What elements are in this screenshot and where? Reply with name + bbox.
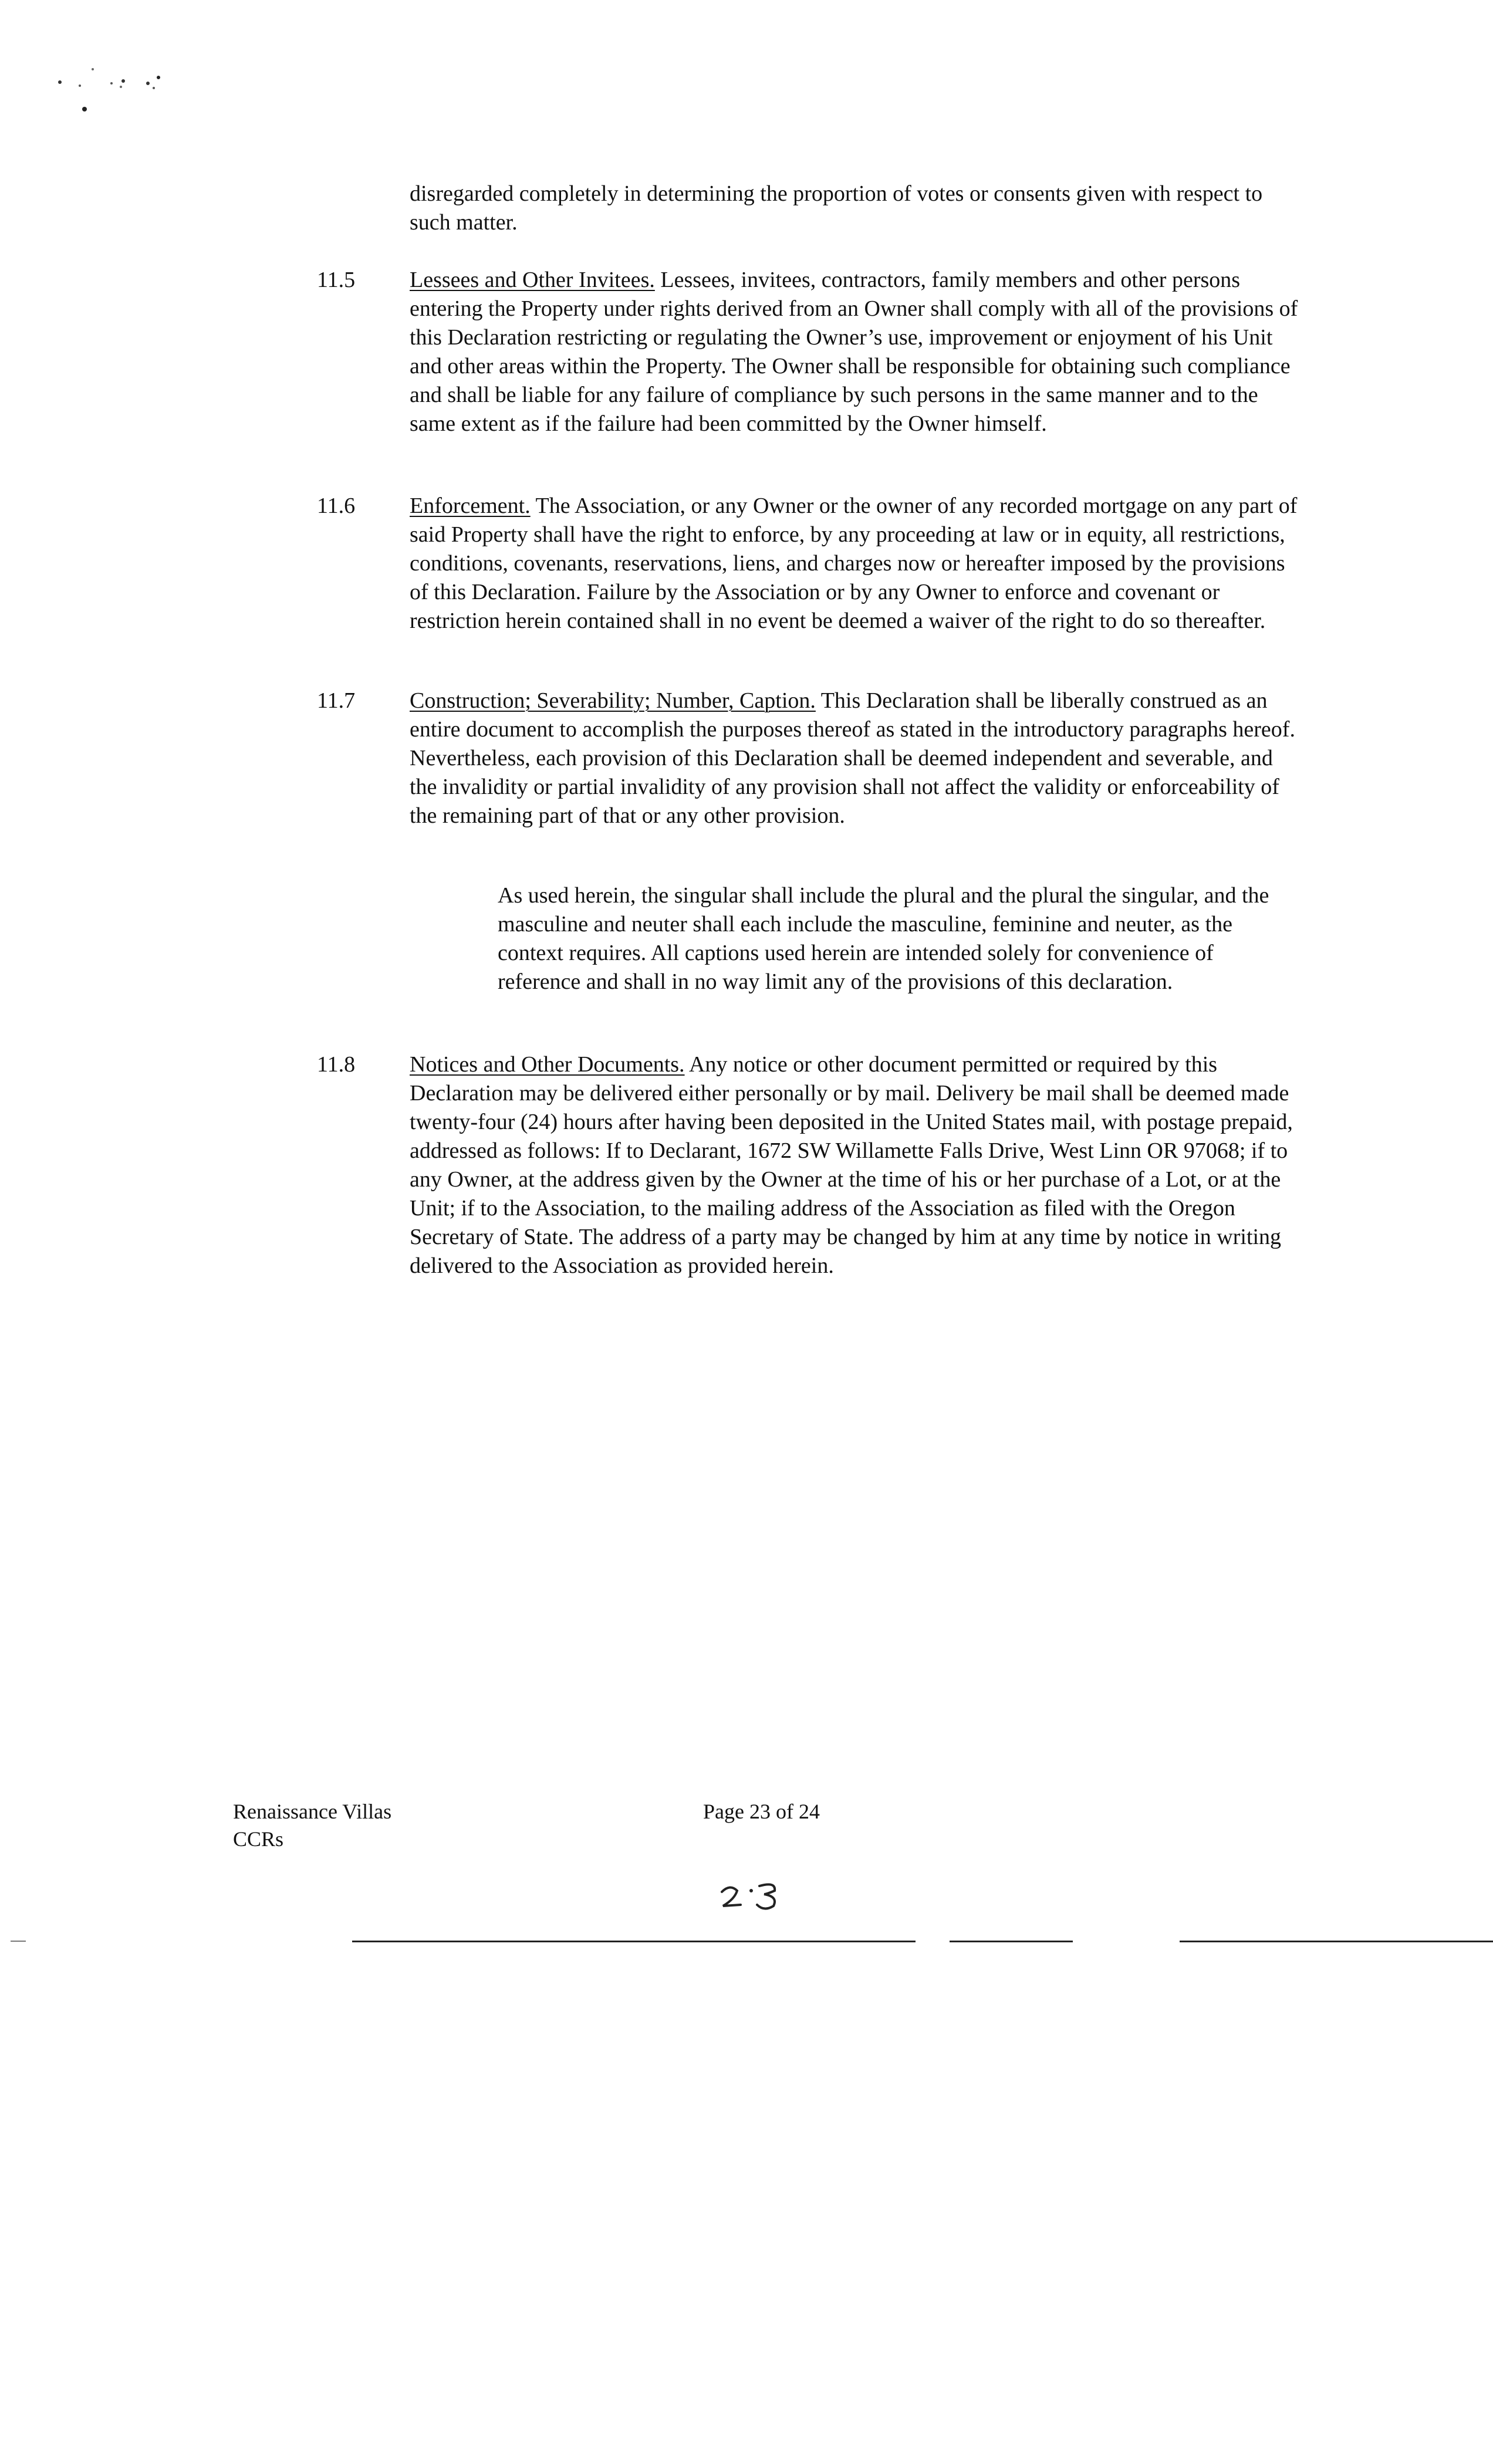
bottom-rule <box>950 1941 1073 1942</box>
section-text <box>410 687 1305 830</box>
bottom-rule <box>352 1941 916 1942</box>
section-heading: Construction; Severability; Number, Caption. <box>410 688 816 713</box>
section-text <box>410 1050 1305 1280</box>
continuation-paragraph: disregarded completely in determining the proportion of votes or consents given with respect to such matter. <box>410 181 1263 235</box>
section-body: This Declaration shall be liberally construed as an entire document to accomplish the purposes thereof as stated in the introductory paragraphs hereof. Nevertheless, each provision of this Declaration shall be deemed independent and severable, and the invalidity or partial invalidity of any provision shall not affect the validity or enforceability of the remaining part of that or any other provision. <box>410 688 1295 828</box>
section-heading: Notices and Other Documents. <box>410 1052 685 1077</box>
section-number: 11.6 <box>317 494 356 518</box>
section-11-7-subparagraph: As used herein, the singular shall include the plural and the plural the singular, and the masculine and neuter shall each include the masculine, feminine and neuter, as the context requires. All captions used herein are intended solely for convenience of reference and shall in no way limit any of the provisions of this declaration. <box>498 883 1269 994</box>
section-number: 11.5 <box>317 268 356 292</box>
handwritten-page-mark <box>717 1878 805 1913</box>
footer-doc-name-line1: Renaissance Villas <box>233 1800 392 1823</box>
section-heading: Enforcement. <box>410 494 531 518</box>
footer-document-name <box>233 1798 391 1853</box>
footer-doc-name-line2: CCRs <box>233 1827 284 1851</box>
scan-speck-marks <box>47 47 223 129</box>
bottom-rule <box>1180 1941 1493 1942</box>
bottom-rule-fragment <box>11 1941 26 1942</box>
section-body: Any notice or other document permitted or required by this Declaration may be delivered either personally or by mail. Delivery be mail shall be deemed made twenty-four (24) hours after having been deposited in the United States mail, with postage prepaid, addressed as follows: If to Declarant, 1672 SW Willamette Falls Drive, West Linn OR 97068; if to any Owner, at the address given by the Owner at the time of his or her purchase of a Lot, or at the Unit; if to the Association, to the mailing address of the Association as filed with the Oregon Secretary of State. The address of a party may be changed by him at any time by notice in writing delivered to the Association as provided herein. <box>410 1052 1293 1278</box>
section-body: Lessees, invitees, contractors, family members and other persons entering the Property under rights derived from an Owner shall comply with all of the provisions of this Declaration restricting or regulating the Owner’s use, improvement or enjoyment of his Unit and other areas within the Property. The Owner shall be responsible for obtaining such compliance and shall be liable for any failure of compliance by such persons in the same manner and to the same extent as if the failure had been committed by the Owner himself. <box>410 268 1298 436</box>
section-text <box>410 492 1305 636</box>
section-number: 11.7 <box>317 688 356 713</box>
footer-page-number: Page 23 of 24 <box>703 1800 820 1823</box>
section-number: 11.8 <box>317 1052 356 1077</box>
section-text <box>410 266 1305 438</box>
section-heading: Lessees and Other Invitees. <box>410 268 655 292</box>
section-body: The Association, or any Owner or the owner of any recorded mortgage on any part of said Property shall have the right to enforce, by any proceeding at law or in equity, all restrictions, conditions, covenants, reservations, liens, and charges now or hereafter imposed by the provisions of this Declaration. Failure by the Association or by any Owner to enforce and covenant or restriction herein contained shall in no event be deemed a waiver of the right to do so thereafter. <box>410 494 1298 633</box>
